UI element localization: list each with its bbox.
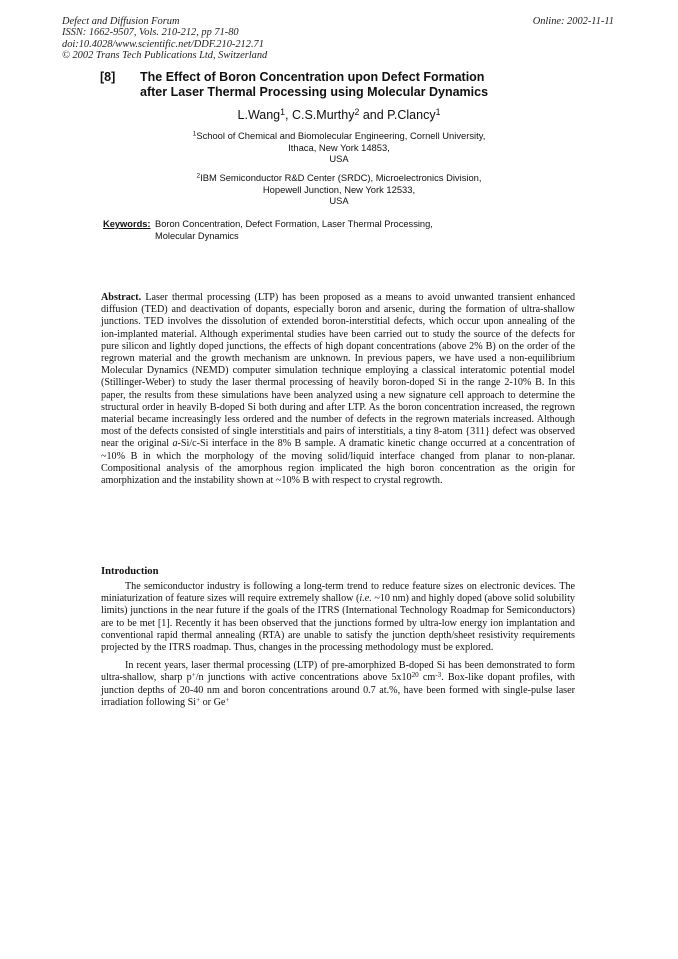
superscript: + xyxy=(191,671,196,680)
affiliation-line: School of Chemical and Biomolecular Engineering, Cornell University, xyxy=(196,130,486,141)
paragraph-text: In recent years, laser thermal processing (LTP) of pre-amorphized B-doped Si has been demonstrated to form ultra-shallow, sharp p xyxy=(101,660,575,684)
abstract-paragraph xyxy=(101,292,575,487)
paragraph-text: or Ge xyxy=(200,696,226,708)
section-heading-introduction: Introduction xyxy=(101,566,159,577)
abstract-italic: a xyxy=(172,438,178,450)
affiliation-line: Hopewell Junction, New York 12533, xyxy=(262,183,416,195)
keywords-list xyxy=(155,219,515,242)
keywords-line: Molecular Dynamics xyxy=(155,230,239,241)
abstract-text: Laser thermal processing (LTP) has been proposed as a means to avoid unwanted transient enhanced diffusion (TED) and deactivation of dopants, especially boron and arsenic, during the formation of ultra-shallow junctions. TED involves the dissolution of extended boron-interstitial defects, which occur upon annealing of the ion-implanted material. Although experimental studies have been carried out to study the source of the defects for pure silicon and lightly doped junctions, the effects of high dopant concentrations (above 2% B) on the order of the regrown material and the growth mechanism are unknown. In previous papers, we have used a non-equilibrium Molecular Dynamics (NEMD) computer simulation technique employing a classical interatomic potential model (Stillinger-Weber) to study the laser thermal processing of heavily boron-doped Si in the range 2-10% B. In this paper, the results from these simulations have been analyzed using a new signature cell approach to determine the structural order in heavily B-doped Si both during and after LTP. As the boron concentration increased, the regrown material became increasingly less ordered and the number of defects in the regrown materials increased. Although most of the defects consisted of single interstitials and pairs of interstitials, a tiny 8-atom {311} defect was observed near the original xyxy=(101,292,576,450)
journal-name: Defect and Diffusion Forum xyxy=(62,16,180,27)
keywords-block xyxy=(103,219,503,241)
paragraph-text: cm xyxy=(418,672,436,684)
paragraph-text: . Box-like dopant profiles, with junction depths of 20-40 nm and boron concentrations around 0.7 at.%, have been formed with single-pulse laser irradiation following Si xyxy=(101,672,575,708)
superscript: + xyxy=(196,695,201,704)
affiliation-line: Ithaca, New York 14853, xyxy=(288,141,390,153)
copyright-line: © 2002 Trans Tech Publications Ltd, Switzerland xyxy=(62,50,268,62)
title-line-2: after Laser Thermal Processing using Molecular Dynamics xyxy=(140,85,489,99)
author-affiliation-mark: 2 xyxy=(354,107,360,118)
keywords-line: Boron Concentration, Defect Formation, Laser Thermal Processing, xyxy=(155,219,433,229)
introduction-section xyxy=(101,581,575,709)
superscript: + xyxy=(225,695,230,704)
abstract-label: Abstract. xyxy=(101,292,142,303)
paragraph-text: /n junctions with active concentrations above 5x10 xyxy=(195,672,412,684)
affiliation-mark: 1 xyxy=(192,130,197,138)
author-separator: , xyxy=(285,108,292,122)
online-date: Online: 2002-11-11 xyxy=(532,16,614,27)
italic-text: i.e. xyxy=(359,593,372,605)
superscript: -3 xyxy=(435,671,442,680)
paragraph-text: The semiconductor industry is following a long-term trend to reduce feature sizes on electronic devices. The miniaturization of feature sizes will require extremely shallow ( xyxy=(101,581,575,605)
author-separator: and xyxy=(359,108,388,122)
paper-title xyxy=(140,70,580,100)
title-line-1: The Effect of Boron Concentration upon Defect Formation xyxy=(140,70,485,84)
journal-header xyxy=(62,16,267,62)
doi-line: doi:10.4028/www.scientific.net/DDF.210-212.71 xyxy=(62,38,264,50)
affiliation-line: USA xyxy=(329,195,349,206)
superscript: 20 xyxy=(411,671,419,680)
author-name: L.Wang xyxy=(237,108,281,122)
author-affiliation-mark: 1 xyxy=(280,107,286,118)
paragraph-text: ~10 nm) and highly doped (above solid solubility limits) junctions in the near future if the goals of the ITRS (International Technology Roadmap for Semiconductors) are to be met [1]. Recently it has been observed that the junctions formed by ultra-low energy ion implantation and conventional rapid thermal annealing (RTA) are unable to satisfy the junction depth/sheet resistivity requirements projected by the ITRS roadmap. Thus, changes in the processing methodology must be explored. xyxy=(101,593,575,654)
paper-title-block xyxy=(100,70,580,100)
issn-line: ISSN: 1662-9507, Vols. 210-212, pp 71-80 xyxy=(62,27,239,39)
author-affiliation-mark: 1 xyxy=(435,107,441,118)
intro-paragraph-1 xyxy=(101,581,575,654)
author-list xyxy=(0,108,678,122)
affiliation-mark: 2 xyxy=(196,172,201,180)
affiliation-line: USA xyxy=(329,153,349,164)
affiliation-1 xyxy=(0,130,678,165)
author-name: P.Clancy xyxy=(387,108,436,122)
intro-paragraph-2 xyxy=(101,660,575,709)
abstract-text: -Si/c-Si interface in the 8% B sample. A dramatic kinetic change occurred at a concentration of ~10% B in which the morphology of the moving solid/liquid interface changed from planar to non-planar. Compositional analysis of the amorphous region implicated the high boron concentration as the origin for amorphization and the instability shown at ~10% B with respect to crystal regrowth. xyxy=(101,438,575,487)
affiliation-2 xyxy=(0,172,678,207)
paper-number: [8] xyxy=(100,70,116,84)
author-name: C.S.Murthy xyxy=(291,108,355,122)
keywords-label: Keywords: xyxy=(103,219,151,229)
affiliation-line: IBM Semiconductor R&D Center (SRDC), Microelectronics Division, xyxy=(200,172,482,183)
